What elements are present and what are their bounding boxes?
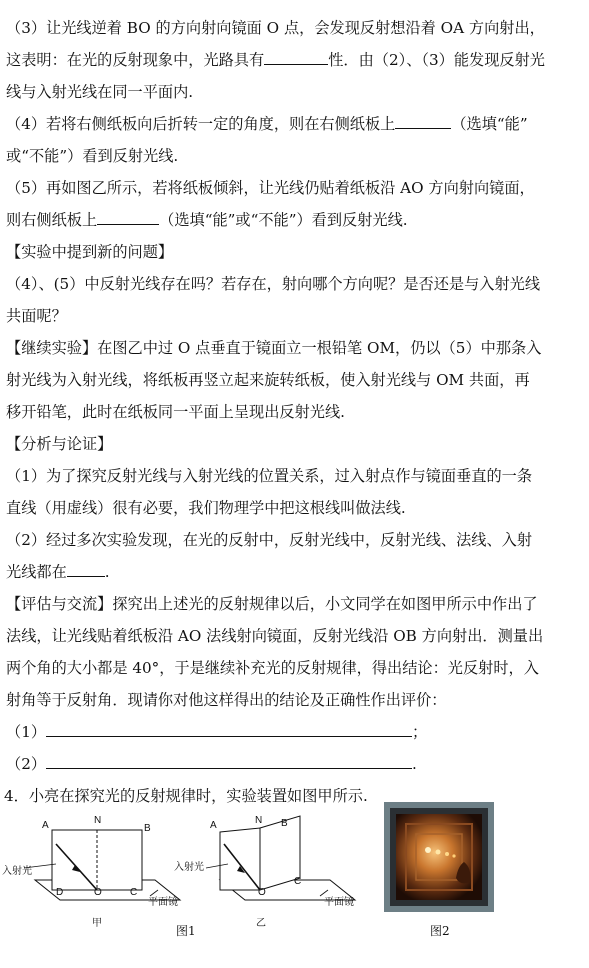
text-line-2: 这表明：在光的反射现象中，光路具有 性．由（2）、（3）能发现反射光 [6, 51, 545, 69]
answer-line-1: （1） ； [6, 723, 428, 741]
label-A: A [210, 820, 217, 831]
label-incident: 入射光 [2, 866, 32, 877]
text-line-22: 射角等于反射角．现请你对他这样得出的结论及正确性作出评价： [6, 691, 447, 709]
label-C: C [130, 887, 138, 898]
text-line-16: 直线（用虚线）很有必要，我们物理学中把这根线叫做法线. [6, 499, 406, 517]
text-line-4: （4）若将右侧纸板向后折转一定的角度，则在右侧纸板上 （选填“能” [6, 115, 528, 133]
text-line-17: （2）经过多次实验发现，在光的反射中，反射光线中，反射光线、法线、入射 [6, 531, 533, 549]
text-line-9: （4）、(5）中反射光线存在吗？若存在，射向哪个方向呢？是否还是与入射光线 [6, 275, 541, 293]
answer-blank[interactable] [395, 114, 451, 129]
section-heading: 【分析与论证】 [6, 435, 113, 453]
label-C: C [294, 876, 302, 887]
answer-blank[interactable] [46, 722, 412, 737]
text-line-18: 光线都在 . [6, 563, 110, 581]
label-O: O [258, 887, 266, 898]
text-line-3: 线与入射光线在同一平面内. [6, 83, 194, 101]
label-D: D [56, 887, 64, 898]
label-B: B [281, 818, 288, 829]
section-heading: 【实验中提到新的问题】 [6, 243, 174, 261]
text-line-7: 则右侧纸板上 （选填“能”或“不能”）看到反射光线. [6, 211, 408, 229]
answer-blank[interactable] [67, 562, 105, 577]
answer-line-2: （2） . [6, 755, 417, 773]
figure-1-diagrams [0, 810, 370, 940]
figure-2-photo [384, 802, 494, 912]
text-line-1: （3）让光线逆着 BO 的方向射向镜面 O 点，会发现反射想沿着 OA 方向射出， [6, 19, 545, 37]
text-line-10: 共面呢？ [6, 307, 67, 325]
label-sub-jia: 甲 [92, 918, 102, 929]
figure-1-caption: 图1 [176, 924, 196, 938]
text-line-15: （1）为了探究反射光线与入射光线的位置关系，过入射点作与镜面垂直的一条 [6, 467, 533, 485]
label-sub-yi: 乙 [256, 918, 266, 929]
label-A: A [42, 820, 49, 831]
label-N: N [94, 815, 102, 826]
answer-blank[interactable] [97, 210, 159, 225]
text-line-13: 移开铅笔，此时在纸板同一平面上呈现出反射光线. [6, 403, 345, 421]
label-B: B [144, 823, 151, 834]
text-line-5: 或“不能”）看到反射光线. [6, 147, 179, 165]
answer-blank[interactable] [46, 754, 412, 769]
text-line-19: 【评估与交流】探究出上述光的反射规律以后，小文同学在如图甲所示中作出了 [6, 595, 538, 613]
text-line-20: 法线，让光线贴着纸板沿 AO 法线射向镜面，反射光线沿 OB 方向射出．测量出 [6, 627, 544, 645]
label-incident: 入射光 [174, 862, 204, 873]
text-line-11: 【继续实验】在图乙中过 O 点垂直于镜面立一根铅笔 OM，仍以（5）中那条入 [6, 339, 542, 357]
label-N: N [255, 815, 263, 826]
label-mirror: 平面镜 [148, 897, 178, 908]
label-O: O [94, 887, 102, 898]
diagram-jia [24, 830, 180, 900]
text-line-6: （5）再如图乙所示，若将纸板倾斜，让光线仍贴着纸板沿 AO 方向射向镜面， [6, 179, 535, 197]
text-line-12: 射光线为入射光线，将纸板再竖立起来旋转纸板，使入射光线与 OM 共面，再 [6, 371, 530, 389]
figure-2-caption: 图2 [430, 924, 450, 938]
label-mirror: 平面镜 [324, 897, 354, 908]
text-line-21: 两个角的大小都是 40°，于是继续补充光的反射规律，得出结论：光反射时，入 [6, 659, 539, 677]
question-4-line: 4．小亮在探究光的反射规律时，实验装置如图甲所示. [4, 787, 368, 805]
answer-blank[interactable] [264, 50, 328, 65]
